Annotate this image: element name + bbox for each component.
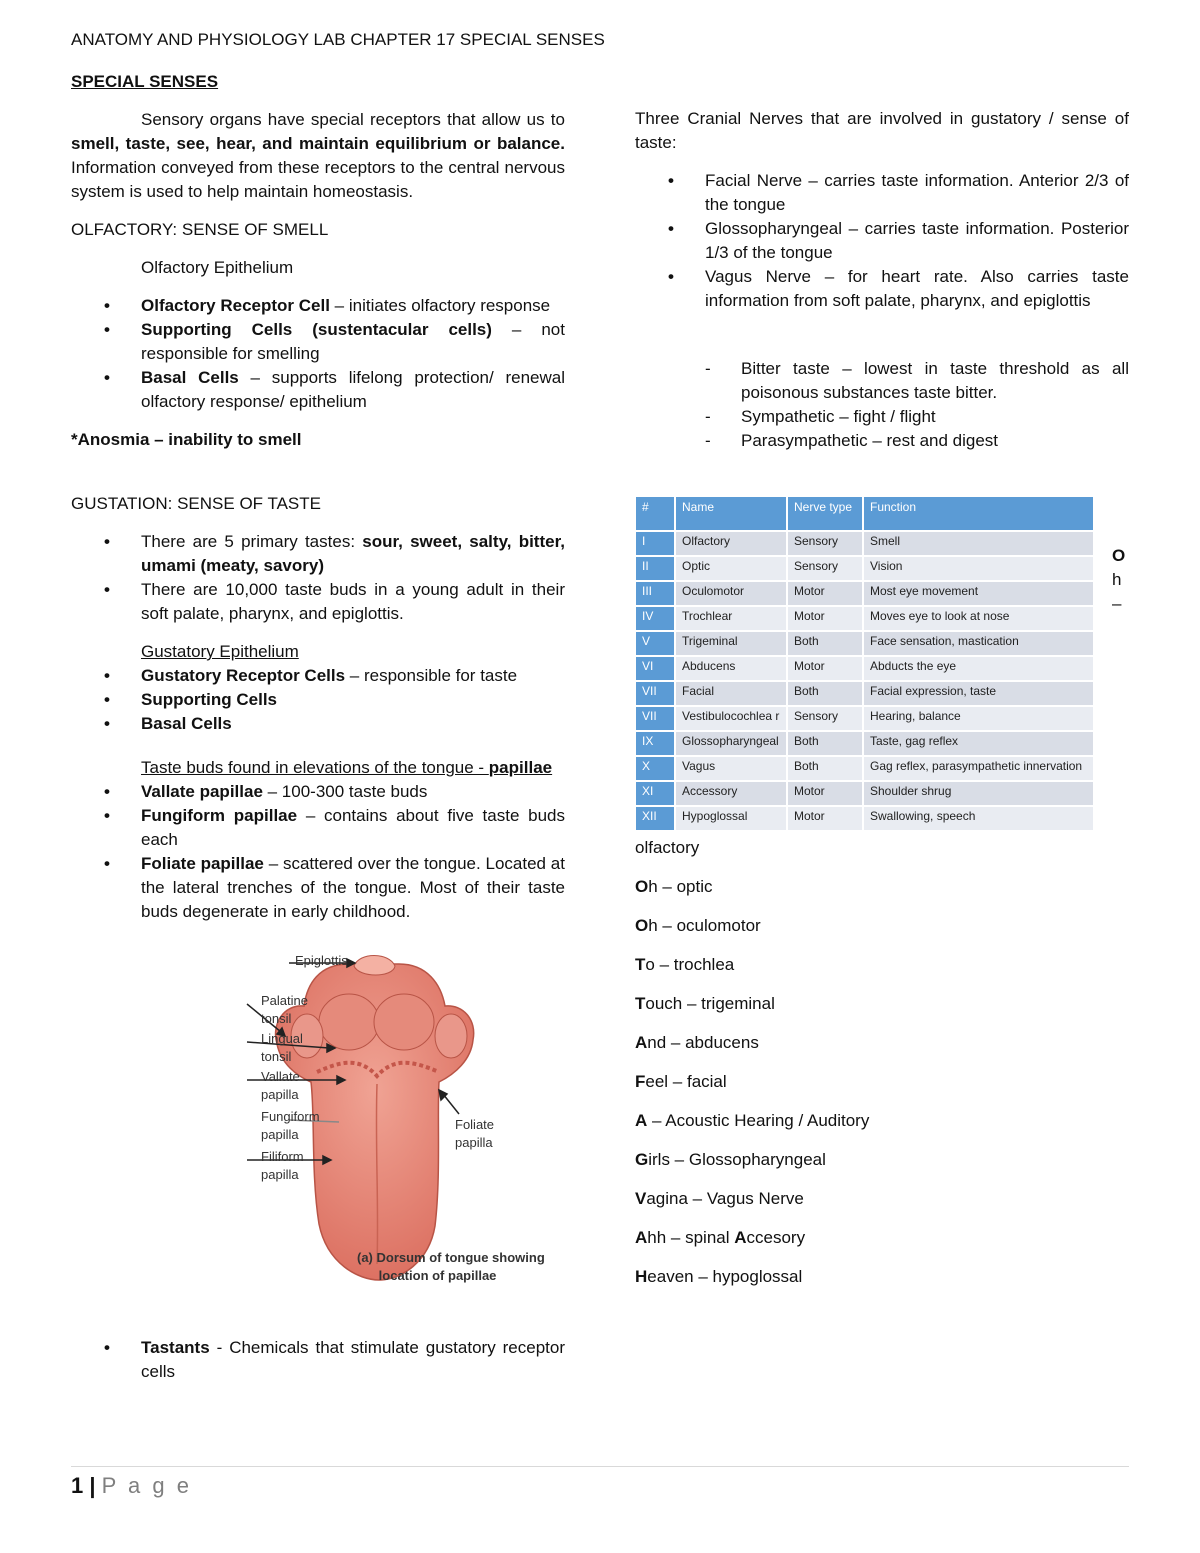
cell-function: Shoulder shrug bbox=[863, 781, 1094, 806]
papillae-heading-text: Taste buds found in elevations of the tongue - bbox=[141, 758, 489, 777]
mnemonic-line bbox=[635, 1031, 1095, 1055]
table-row bbox=[635, 656, 1094, 681]
section-title: SPECIAL SENSES bbox=[71, 72, 219, 91]
column-header: # bbox=[635, 496, 675, 531]
mnemonic-text: h – oculomotor bbox=[648, 916, 761, 935]
mnemonic-initial: O bbox=[635, 916, 649, 935]
papillae-list bbox=[71, 780, 565, 924]
olfactory-subheading: Olfactory Epithelium bbox=[141, 258, 294, 277]
item-desc: – supports lifelong protection/ renewal olfactory response/ epithelium bbox=[141, 368, 565, 411]
cell-name: Vagus bbox=[675, 756, 787, 781]
cell-type: Both bbox=[787, 681, 863, 706]
cell-function: Moves eye to look at nose bbox=[863, 606, 1094, 631]
mnemonic-text: olfactory bbox=[635, 838, 700, 857]
list-item: - Sympathetic – fight / flight bbox=[635, 405, 1129, 429]
mnemonic-line bbox=[635, 953, 1095, 977]
cell-type: Both bbox=[787, 756, 863, 781]
side-fragment bbox=[1112, 544, 1130, 616]
mnemonic-initial: V bbox=[635, 1189, 647, 1208]
mnemonic-text: – Acoustic Hearing / Auditory bbox=[647, 1111, 870, 1130]
cell-type: Motor bbox=[787, 606, 863, 631]
list-item: - Parasympathetic – rest and digest bbox=[635, 429, 1129, 453]
item-desc: – responsible for taste bbox=[345, 666, 518, 685]
table-body bbox=[635, 531, 1094, 831]
cell-function: Most eye movement bbox=[863, 581, 1094, 606]
dash-list bbox=[635, 357, 1129, 453]
cell-function: Facial expression, taste bbox=[863, 681, 1094, 706]
label-foliate-papilla: Foliate papilla bbox=[455, 1117, 495, 1150]
label-filiform-papilla: Filiform papilla bbox=[261, 1149, 304, 1182]
cell-name: Hypoglossal bbox=[675, 806, 787, 831]
item-term: Foliate papillae bbox=[141, 854, 264, 873]
table-header-row bbox=[635, 496, 1094, 531]
column-header: Nerve type bbox=[787, 496, 863, 531]
mnemonic-line bbox=[635, 836, 1095, 860]
page-label: P a g e bbox=[101, 1473, 192, 1498]
mnemonic-line bbox=[635, 1070, 1095, 1094]
item-term: sour, sweet, salty, bitter, umami (meaty, savory) bbox=[141, 532, 565, 575]
cell-name: Olfactory bbox=[675, 531, 787, 556]
cell-number: VII bbox=[635, 706, 675, 731]
intro-text-2: Information conveyed from these receptors to the central nervous system is used to help maintain homeostasis. bbox=[71, 158, 565, 201]
cell-number: VI bbox=[635, 656, 675, 681]
papillae-heading bbox=[141, 756, 565, 780]
mnemonic-list bbox=[635, 836, 1095, 1304]
anosmia-note: *Anosmia – inability to smell bbox=[71, 430, 302, 449]
cell-number: XII bbox=[635, 806, 675, 831]
side-char: – bbox=[1112, 594, 1122, 613]
mnemonic-line bbox=[635, 1187, 1095, 1211]
list-item bbox=[71, 366, 565, 414]
mnemonic-initial: T bbox=[635, 994, 646, 1013]
gustatory-epithelium-list bbox=[71, 664, 565, 736]
intro-bold: smell, taste, see, hear, and maintain equilibrium or balance. bbox=[71, 134, 565, 153]
item-term: Basal Cells bbox=[141, 368, 239, 387]
mnemonic-initial: F bbox=[635, 1072, 646, 1091]
footer-divider bbox=[71, 1466, 1129, 1467]
cell-type: Sensory bbox=[787, 531, 863, 556]
list-item: • Vagus Nerve – for heart rate. Also carries taste information from soft palate, pharynx, and epiglottis bbox=[635, 265, 1129, 313]
table-row bbox=[635, 706, 1094, 731]
cell-type: Both bbox=[787, 731, 863, 756]
column-header: Function bbox=[863, 496, 1094, 531]
list-item bbox=[71, 578, 565, 626]
page-footer bbox=[71, 1472, 192, 1500]
cell-name: Oculomotor bbox=[675, 581, 787, 606]
item-desc: – not responsible for smelling bbox=[141, 320, 565, 363]
cell-name: Vestibulocochlea r bbox=[675, 706, 787, 731]
gustatory-epithelium-heading: Gustatory Epithelium bbox=[141, 642, 299, 661]
table-row bbox=[635, 756, 1094, 781]
mnemonic-text: irls – Glossopharyngeal bbox=[648, 1150, 826, 1169]
label-fungiform-papilla: Fungiform papilla bbox=[261, 1109, 320, 1142]
mnemonic-initial: A bbox=[635, 1228, 648, 1247]
item-desc: There are 10,000 taste buds in a young adult in their soft palate, pharynx, and epiglottis. bbox=[141, 580, 565, 623]
label-palatine-tonsil: Palatine tonsil bbox=[261, 993, 308, 1026]
cell-type: Motor bbox=[787, 806, 863, 831]
cell-function: Face sensation, mastication bbox=[863, 631, 1094, 656]
item-desc: - Chemicals that stimulate gustatory receptor cells bbox=[141, 1338, 565, 1381]
list-item bbox=[71, 804, 565, 852]
cell-function: Hearing, balance bbox=[863, 706, 1094, 731]
tongue-figure bbox=[189, 944, 545, 1294]
list-item: - Bitter taste – lowest in taste threshold as all poisonous substances taste bitter. bbox=[635, 357, 1129, 405]
cell-number: I bbox=[635, 531, 675, 556]
column-header: Name bbox=[675, 496, 787, 531]
list-item bbox=[71, 318, 565, 366]
cell-type: Motor bbox=[787, 581, 863, 606]
cranial-intro: Three Cranial Nerves that are involved in gustatory / sense of taste: bbox=[635, 109, 1129, 152]
cell-type: Motor bbox=[787, 781, 863, 806]
cell-type: Both bbox=[787, 631, 863, 656]
cell-number: IX bbox=[635, 731, 675, 756]
left-column bbox=[71, 70, 565, 1398]
cell-name: Accessory bbox=[675, 781, 787, 806]
cell-function: Gag reflex, parasympathetic innervation bbox=[863, 756, 1094, 781]
table-row bbox=[635, 806, 1094, 831]
document-header: ANATOMY AND PHYSIOLOGY LAB CHAPTER 17 SPECIAL SENSES bbox=[71, 30, 605, 49]
item-term: Basal Cells bbox=[141, 714, 232, 733]
table-row bbox=[635, 531, 1094, 556]
mnemonic-line bbox=[635, 1109, 1095, 1133]
gustation-heading: GUSTATION: SENSE OF TASTE bbox=[71, 494, 321, 513]
cell-number: II bbox=[635, 556, 675, 581]
list-item bbox=[71, 1336, 565, 1384]
side-char: h bbox=[1112, 570, 1122, 589]
mnemonic-line bbox=[635, 1265, 1095, 1289]
cell-function: Smell bbox=[863, 531, 1094, 556]
mnemonic-text: hh – spinal bbox=[647, 1228, 735, 1247]
mnemonic-line bbox=[635, 875, 1095, 899]
item-term: Olfactory Receptor Cell bbox=[141, 296, 330, 315]
table-row bbox=[635, 631, 1094, 656]
mnemonic-text: ouch – trigeminal bbox=[645, 994, 775, 1013]
table-row bbox=[635, 581, 1094, 606]
mnemonic-initial: H bbox=[635, 1267, 648, 1286]
figure-caption: (a) Dorsum of tongue showing location of papillae bbox=[357, 1250, 545, 1283]
cell-number: III bbox=[635, 581, 675, 606]
label-vallate-papilla: Vallate papilla bbox=[261, 1069, 300, 1102]
cell-number: XI bbox=[635, 781, 675, 806]
table-row bbox=[635, 731, 1094, 756]
cranial-nerve-table bbox=[634, 495, 1095, 832]
mnemonic-line bbox=[635, 914, 1095, 938]
cell-function: Vision bbox=[863, 556, 1094, 581]
mnemonic-text: h – optic bbox=[648, 877, 713, 896]
cell-number: VII bbox=[635, 681, 675, 706]
item-desc: – scattered over the tongue. Located at the lateral trenches of the tongue. Most of their taste buds degenerate in early childhood. bbox=[141, 854, 565, 921]
cell-type: Sensory bbox=[787, 556, 863, 581]
mnemonic-initial: A bbox=[734, 1228, 747, 1247]
page-separator: | bbox=[83, 1473, 102, 1498]
mnemonic-text: nd – abducens bbox=[647, 1033, 759, 1052]
gustation-list bbox=[71, 530, 565, 626]
list-item bbox=[71, 688, 565, 712]
cell-type: Motor bbox=[787, 656, 863, 681]
cell-type: Sensory bbox=[787, 706, 863, 731]
list-item bbox=[71, 664, 565, 688]
mnemonic-line bbox=[635, 992, 1095, 1016]
cell-name: Optic bbox=[675, 556, 787, 581]
mnemonic-initial: A bbox=[635, 1033, 648, 1052]
intro-text-1: Sensory organs have special receptors that allow us to bbox=[141, 110, 565, 129]
item-term: Supporting Cells (sustentacular cells) bbox=[141, 320, 492, 339]
item-term: Supporting Cells bbox=[141, 690, 277, 709]
list-item bbox=[71, 530, 565, 578]
mnemonic-text: eaven – hypoglossal bbox=[647, 1267, 803, 1286]
olfactory-heading: OLFACTORY: SENSE OF SMELL bbox=[71, 220, 329, 239]
item-desc: – contains about five taste buds each bbox=[141, 806, 565, 849]
mnemonic-text: agina – Vagus Nerve bbox=[646, 1189, 804, 1208]
list-item bbox=[71, 712, 565, 736]
intro-paragraph bbox=[71, 108, 565, 204]
item-term: Vallate papillae bbox=[141, 782, 263, 801]
cell-number: V bbox=[635, 631, 675, 656]
mnemonic-initial: T bbox=[635, 955, 646, 974]
cell-name: Trochlear bbox=[675, 606, 787, 631]
page-number: 1 bbox=[71, 1473, 84, 1498]
table-row bbox=[635, 606, 1094, 631]
list-item: • Facial Nerve – carries taste information. Anterior 2/3 of the tongue bbox=[635, 169, 1129, 217]
tastants-list bbox=[71, 1336, 565, 1384]
table-row bbox=[635, 556, 1094, 581]
cranial-nerve-list bbox=[635, 169, 1129, 313]
cell-function: Taste, gag reflex bbox=[863, 731, 1094, 756]
item-desc: – initiates olfactory response bbox=[329, 296, 551, 315]
side-char: O bbox=[1112, 546, 1126, 565]
mnemonic-line bbox=[635, 1226, 1095, 1250]
item-desc: – 100-300 taste buds bbox=[262, 782, 428, 801]
list-item bbox=[71, 294, 565, 318]
list-item bbox=[71, 852, 565, 924]
cell-name: Abducens bbox=[675, 656, 787, 681]
table-row bbox=[635, 681, 1094, 706]
cell-function: Abducts the eye bbox=[863, 656, 1094, 681]
mnemonic-text: o – trochlea bbox=[645, 955, 735, 974]
item-term: Fungiform papillae bbox=[141, 806, 298, 825]
cell-number: IV bbox=[635, 606, 675, 631]
mnemonic-initial: A bbox=[635, 1111, 648, 1130]
mnemonic-initial: G bbox=[635, 1150, 649, 1169]
table-row bbox=[635, 781, 1094, 806]
mnemonic-line bbox=[635, 1148, 1095, 1172]
spacer bbox=[71, 466, 565, 492]
list-item bbox=[71, 780, 565, 804]
label-lingual-tonsil: Lingual tonsil bbox=[261, 1031, 303, 1064]
olfactory-list bbox=[71, 294, 565, 414]
cell-name: Glossopharyngeal bbox=[675, 731, 787, 756]
papillae-heading-bold: papillae bbox=[488, 758, 553, 777]
label-epiglottis: Epiglottis bbox=[295, 953, 348, 968]
cell-number: X bbox=[635, 756, 675, 781]
item-term: Tastants bbox=[141, 1338, 210, 1357]
item-desc: There are 5 primary tastes: bbox=[141, 532, 363, 551]
cell-name: Trigeminal bbox=[675, 631, 787, 656]
cell-name: Facial bbox=[675, 681, 787, 706]
cell-function: Swallowing, speech bbox=[863, 806, 1094, 831]
mnemonic-text: ccesory bbox=[746, 1228, 806, 1247]
mnemonic-initial: O bbox=[635, 877, 649, 896]
mnemonic-text: eel – facial bbox=[645, 1072, 727, 1091]
list-item: • Glossopharyngeal – carries taste information. Posterior 1/3 of the tongue bbox=[635, 217, 1129, 265]
right-column bbox=[635, 107, 1129, 453]
item-term: Gustatory Receptor Cells bbox=[141, 666, 346, 685]
